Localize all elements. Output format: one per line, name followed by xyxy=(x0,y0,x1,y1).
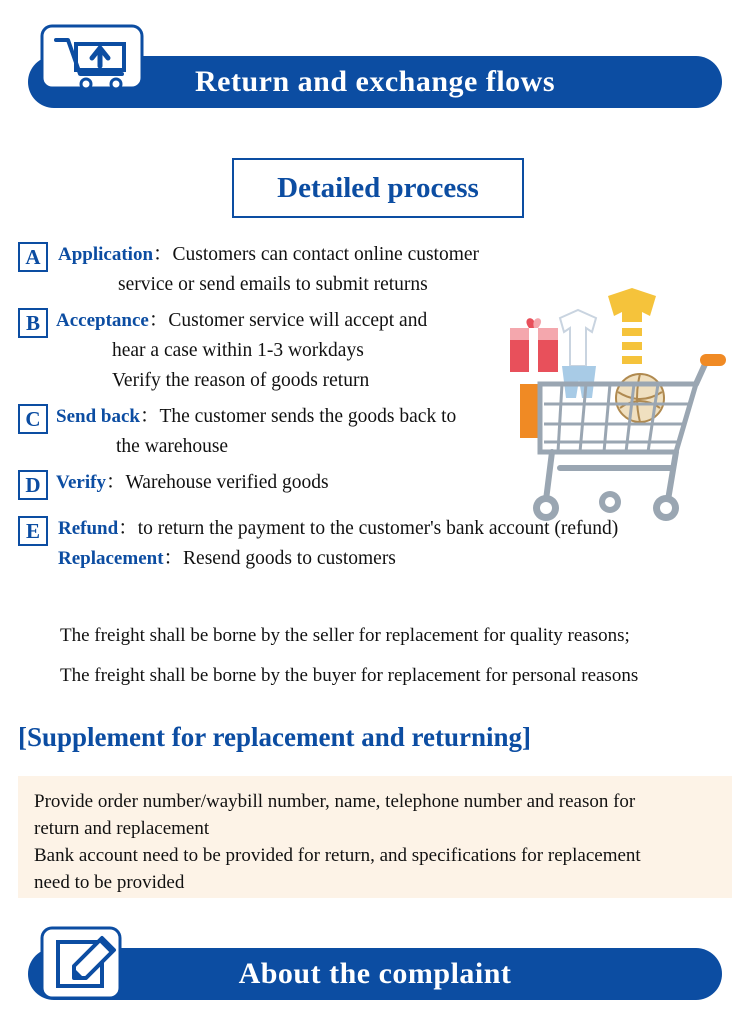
supplement-note-box xyxy=(18,776,732,898)
list-item xyxy=(18,402,732,462)
note-line-3: Bank account need to be provided for return, and specifications for replacement xyxy=(34,845,641,866)
step-d-separator: ： xyxy=(105,472,126,493)
detailed-process-title-box xyxy=(232,158,524,218)
step-letter-b: B xyxy=(18,308,48,338)
step-a-text-1: Customers can contact online customer xyxy=(172,244,480,265)
supplement-heading: [Supplement for replacement and returning] xyxy=(18,722,531,752)
detailed-process-title: Detailed process xyxy=(277,171,479,204)
list-item xyxy=(18,240,732,300)
pencil-note-icon xyxy=(40,920,128,1002)
shopping-cart-upload-icon xyxy=(40,24,144,100)
page-title: Return and exchange flows xyxy=(194,65,555,98)
step-a-separator: ： xyxy=(153,244,173,265)
list-item xyxy=(18,468,732,500)
step-c-line-1 xyxy=(56,402,456,432)
note-line-2: return and replacement xyxy=(34,818,210,839)
footer-title: About the complaint xyxy=(238,957,512,990)
step-c-text-1: The customer sends the goods back to xyxy=(159,406,457,427)
step-body-b xyxy=(56,306,427,396)
step-a-line-1 xyxy=(58,240,479,270)
step-c-line-2: the warehouse xyxy=(116,436,229,457)
step-a-label: Application xyxy=(58,244,154,265)
step-e-separator-2: ： xyxy=(163,548,184,569)
step-b-label: Acceptance xyxy=(56,310,149,331)
freight-note-buyer: The freight shall be borne by the buyer for replacement for personal reasons xyxy=(60,665,639,686)
footer-banner xyxy=(28,948,722,1000)
note-line-4: need to be provided xyxy=(34,872,185,893)
step-b-line-1 xyxy=(56,306,427,336)
step-a-line-2: service or send emails to submit returns xyxy=(118,274,428,295)
list-item xyxy=(18,306,732,396)
freight-notes xyxy=(60,622,740,702)
process-steps-list xyxy=(18,240,732,580)
step-body-d xyxy=(56,468,329,498)
step-d-label: Verify xyxy=(56,472,106,493)
freight-note-seller: The freight shall be borne by the seller for replacement for quality reasons; xyxy=(60,625,630,646)
step-letter-d: D xyxy=(18,470,48,500)
step-e-line-2 xyxy=(58,544,618,574)
step-e-label-replacement: Replacement xyxy=(58,548,164,569)
step-d-line-1 xyxy=(56,468,329,498)
step-letter-a: A xyxy=(18,242,48,272)
step-b-text-1: Customer service will accept and xyxy=(168,310,428,331)
step-c-label: Send back xyxy=(56,406,140,427)
step-body-a xyxy=(58,240,479,300)
step-body-e xyxy=(58,514,618,574)
step-e-label-refund: Refund xyxy=(58,518,119,539)
step-e-line-1 xyxy=(58,514,618,544)
step-b-line-3: Verify the reason of goods return xyxy=(112,370,370,391)
step-body-c xyxy=(56,402,456,462)
step-letter-c: C xyxy=(18,404,48,434)
list-item xyxy=(18,514,732,574)
step-c-separator: ： xyxy=(139,406,160,427)
step-e-text-2: Resend goods to customers xyxy=(183,548,396,569)
step-b-line-2: hear a case within 1-3 workdays xyxy=(112,340,364,361)
step-letter-e: E xyxy=(18,516,48,546)
step-b-separator: ： xyxy=(148,310,169,331)
step-d-text-1: Warehouse verified goods xyxy=(125,472,329,493)
step-e-text-1: to return the payment to the customer's bank account (refund) xyxy=(137,518,619,539)
note-line-1: Provide order number/waybill number, name, telephone number and reason for xyxy=(34,791,636,812)
step-e-separator: ： xyxy=(118,518,138,539)
